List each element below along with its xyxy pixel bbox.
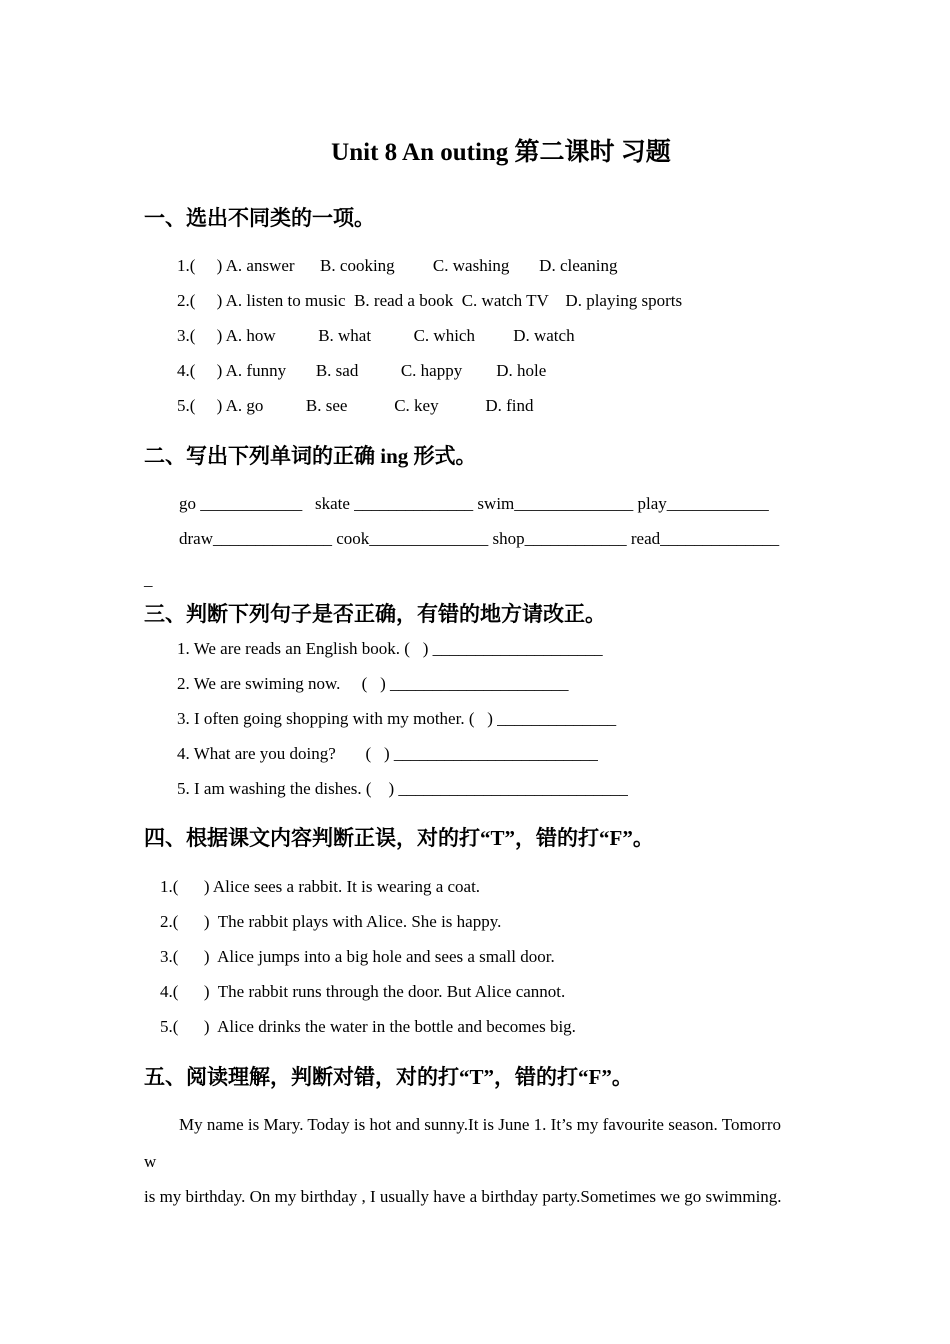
section2-overflow: _: [144, 570, 153, 589]
section1-item: 2.( ) A. listen to music B. read a book C. watch TV D. playing sports: [177, 291, 683, 310]
section4-item: 1.( ) Alice sees a rabbit. It is wearing a coat.: [160, 877, 481, 896]
section3-item: 3. I often going shopping with my mother. ( ) ______________: [177, 709, 617, 728]
section3-heading: 三、判断下列句子是否正确，有错的地方请改正。: [144, 602, 606, 626]
section1-item: 5.( ) A. go B. see C. key D. find: [177, 396, 534, 415]
reading-passage-wrap: w: [144, 1152, 157, 1171]
section3-item: 4. What are you doing? ( ) ________________________: [177, 744, 598, 763]
section1-heading: 一、选出不同类的一项。: [144, 206, 375, 230]
section5-heading: 五、阅读理解，判断对错，对的打“T”，错的打“F”。: [144, 1065, 633, 1089]
section2-row: draw______________ cook______________ shop____________ read______________: [179, 529, 780, 548]
section3-item: 2. We are swiming now. ( ) _____________________: [177, 674, 569, 693]
section4-item: 5.( ) Alice drinks the water in the bottle and becomes big.: [160, 1017, 576, 1036]
section4-item: 3.( ) Alice jumps into a big hole and sees a small door.: [160, 947, 555, 966]
section3-item: 1. We are reads an English book. ( ) ____________________: [177, 639, 603, 658]
page-title: Unit 8 An outing 第二课时 习题: [331, 139, 671, 166]
section1-item: 3.( ) A. how B. what C. which D. watch: [177, 326, 575, 345]
reading-passage-line: My name is Mary. Today is hot and sunny.It is June 1. It’s my favourite season. Tomorro: [179, 1115, 781, 1134]
section1-item: 1.( ) A. answer B. cooking C. washing D. cleaning: [177, 256, 618, 275]
section2-heading: 二、写出下列单词的正确 ing 形式。: [144, 444, 477, 468]
section4-item: 4.( ) The rabbit runs through the door. But Alice cannot.: [160, 982, 566, 1001]
reading-passage-line: is my birthday. On my birthday , I usually have a birthday party.Sometimes we go swimming.: [144, 1187, 782, 1206]
section3-item: 5. I am washing the dishes. ( ) ___________________________: [177, 779, 628, 798]
section1-item: 4.( ) A. funny B. sad C. happy D. hole: [177, 361, 547, 380]
section4-heading: 四、根据课文内容判断正误，对的打“T”，错的打“F”。: [144, 826, 654, 850]
section4-item: 2.( ) The rabbit plays with Alice. She is happy.: [160, 912, 502, 931]
section2-row: go ____________ skate ______________ swim______________ play____________: [179, 494, 769, 513]
